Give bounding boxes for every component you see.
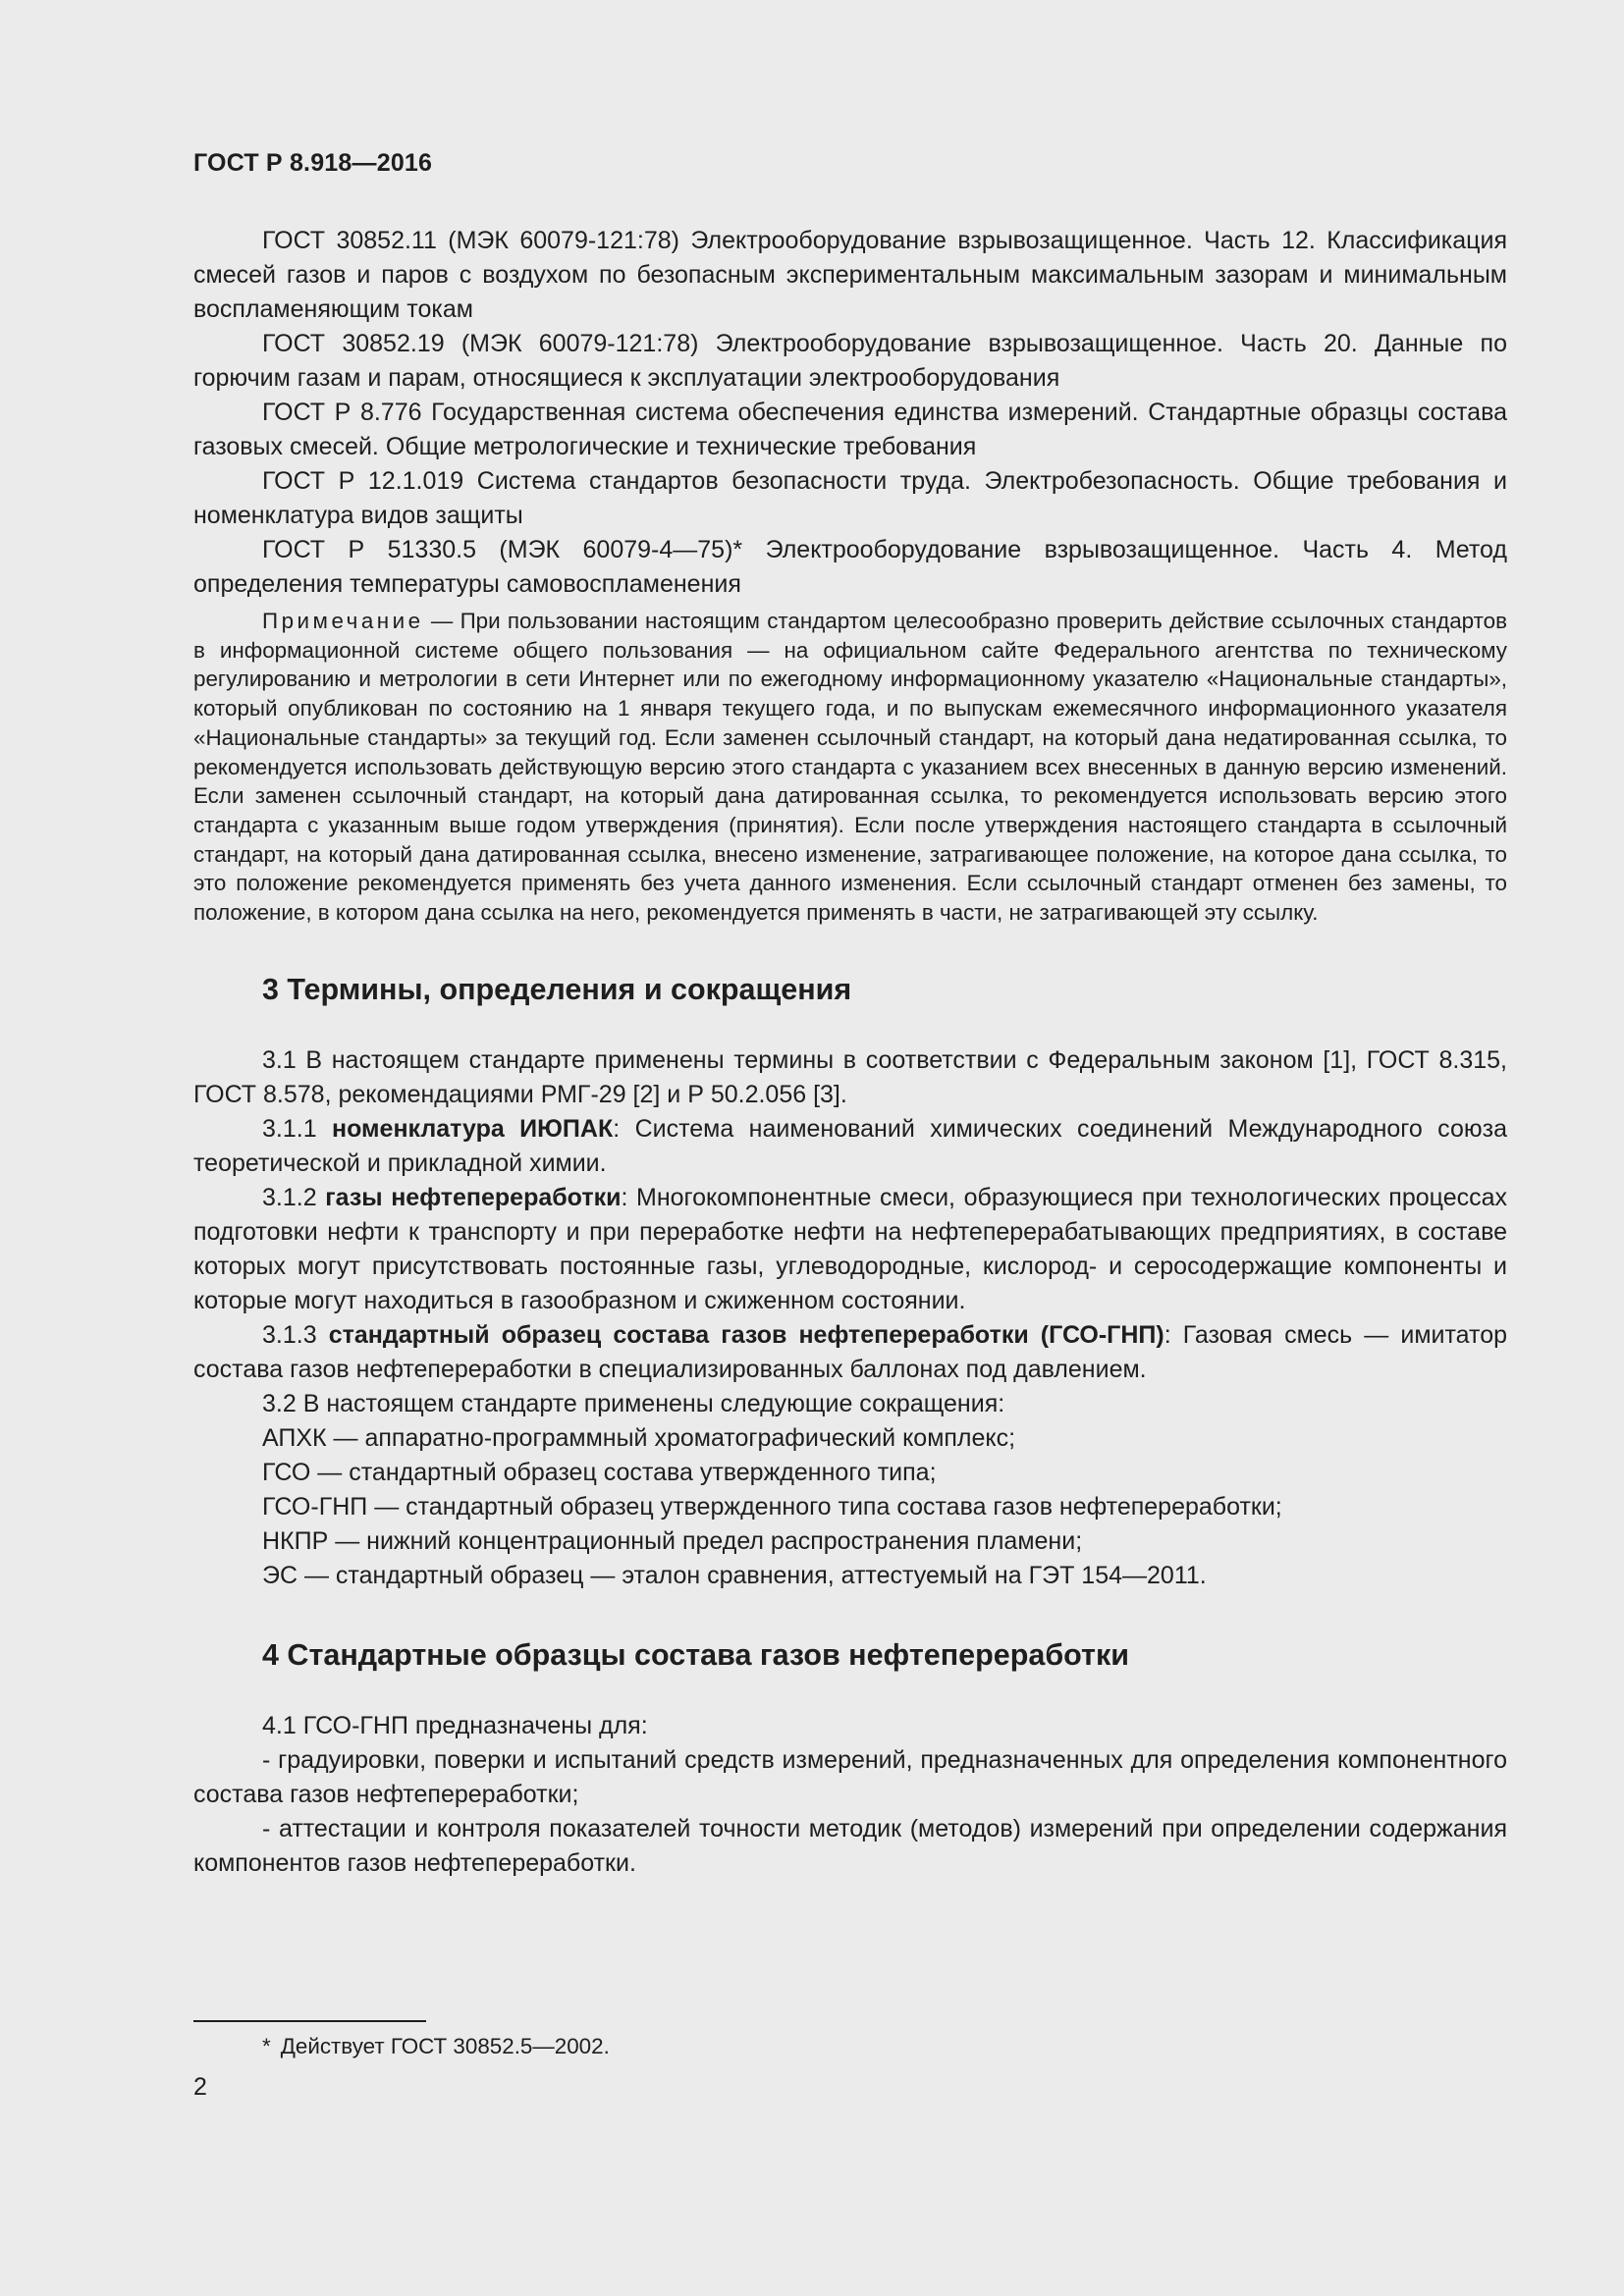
term-name: стандартный образец состава газов нефтепереработки (ГСО-ГНП) [328,1320,1164,1349]
term-number: 3.1.2 [262,1183,326,1211]
purpose-item: - аттестации и контроля показателей точности методик (методов) измерений при определении содержания компонентов газов нефтепереработки. [193,1814,1507,1877]
section-3-heading: 3 Термины, определения и сокращения [262,972,852,1006]
term-3-1-3 [193,1318,1507,1387]
reference-item: ГОСТ 30852.11 (МЭК 60079-121:78) Электрооборудование взрывозащищенное. Часть 12. Классификация смесей газов и паров с воздухом по безопасным экспериментальным максимальным зазорам и минимальным воспламеняющим токам [193,227,1507,323]
clause-3-2: 3.2 В настоящем стандарте применены следующие сокращения: [262,1389,1005,1417]
note-text: — При пользовании настоящим стандартом целесообразно проверить действие ссылочных стандартов в информационной системе общего пользования — на официальном сайте Федерального агентства по техническому регулированию и метрологии в сети Интернет или по ежегодному информационному указателю «Национальные стандарты», который опубликован по состоянию на 1 января текущего года, и по выпускам ежемесячного информационного указателя «Национальные стандарты» за текущий год. Если заменен ссылочный стандарт, на который дана недатированная ссылка, то рекомендуется использовать действующую версию этого стандарта с указанием всех внесенных в данную версию изменений. Если заменен ссылочный стандарт, на который дана датированная ссылка, то рекомендуется использовать версию этого стандарта с указанным выше годом утверждения (принятия). Если после утверждения настоящего стандарта в ссылочный стандарт, на который дана датированная ссылка, внесено изменение, затрагивающее положение, на которое дана ссылка, то это положение рекомендуется применять без учета данного изменения. Если ссылочный стандарт отменен без замены, то положение, в котором дана ссылка на него, рекомендуется применять в части, не затрагивающей эту ссылку. [193,609,1507,926]
section-4-heading: 4 Стандартные образцы состава газов нефтепереработки [262,1637,1129,1672]
note-paragraph [193,607,1507,928]
document-body [193,224,1507,1881]
footnote-divider [193,2020,426,2022]
footnote [262,2034,610,2059]
reference-item: ГОСТ Р 8.776 Государственная система обеспечения единства измерений. Стандартные образцы состава газовых смесей. Общие метрологические и технические требования [193,399,1507,460]
page-number: 2 [193,2073,207,2101]
term-definition: : Газовая смесь — имитатор состава газов нефтепереработки в специализированных баллонах под давлением. [193,1320,1507,1383]
term-definition: : Многокомпонентные смеси, образующиеся при технологических процессах подготовки нефти к транспорту и при переработке нефти на нефтеперерабатывающих предприятиях, в составе которых могут присутствовать постоянные газы, углеводородные, кислород- и серосодержащие компоненты и которые могут находиться в газообразном и сжиженном состоянии. [193,1183,1507,1314]
term-3-1-2 [193,1181,1507,1318]
reference-item: ГОСТ 30852.19 (МЭК 60079-121:78) Электрооборудование взрывозащищенное. Часть 20. Данные по горючим газам и парам, относящиеся к эксплуатации электрооборудования [193,330,1507,392]
term-name: номенклатура ИЮПАК [332,1114,614,1143]
abbreviation-item: ГСО-ГНП — стандартный образец утвержденного типа состава газов нефтепереработки; [262,1492,1282,1521]
term-name: газы нефтепереработки [325,1183,622,1211]
abbreviation-item: ЭС — стандартный образец — эталон сравнения, аттестуемый на ГЭТ 154—2011. [262,1561,1207,1589]
footnote-text: Действует ГОСТ 30852.5—2002. [280,2034,610,2058]
term-3-1-1 [193,1112,1507,1181]
clause-4-1: 4.1 ГСО-ГНП предназначены для: [262,1711,648,1739]
note-label: Примечание [262,609,424,633]
purpose-item: - градуировки, поверки и испытаний средств измерений, предназначенных для определения компонентного состава газов нефтепереработки; [193,1745,1507,1808]
clause-3-1: 3.1 В настоящем стандарте применены термины в соответствии с Федеральным законом [1], ГОСТ 8.315, ГОСТ 8.578, рекомендациями РМГ-29 [2] и Р 50.2.056 [3]. [193,1045,1507,1108]
footnote-mark: * [262,2034,271,2058]
reference-item: ГОСТ Р 51330.5 (МЭК 60079-4—75)* Электрооборудование взрывозащищенное. Часть 4. Метод определения температуры самовоспламенения [193,536,1507,598]
abbreviation-item: АПХК — аппаратно-программный хроматографический комплекс; [262,1423,1016,1452]
term-definition: : Система наименований химических соединений Международного союза теоретической и прикладной химии. [193,1114,1507,1177]
document-header: ГОСТ Р 8.918—2016 [193,149,433,177]
term-number: 3.1.1 [262,1114,333,1143]
abbreviation-item: НКПР — нижний концентрационный предел распространения пламени; [262,1526,1083,1555]
abbreviation-item: ГСО — стандартный образец состава утвержденного типа; [262,1458,937,1486]
reference-item: ГОСТ Р 12.1.019 Система стандартов безопасности труда. Электробезопасность. Общие требования и номенклатура видов защиты [193,467,1507,529]
term-number: 3.1.3 [262,1320,329,1349]
